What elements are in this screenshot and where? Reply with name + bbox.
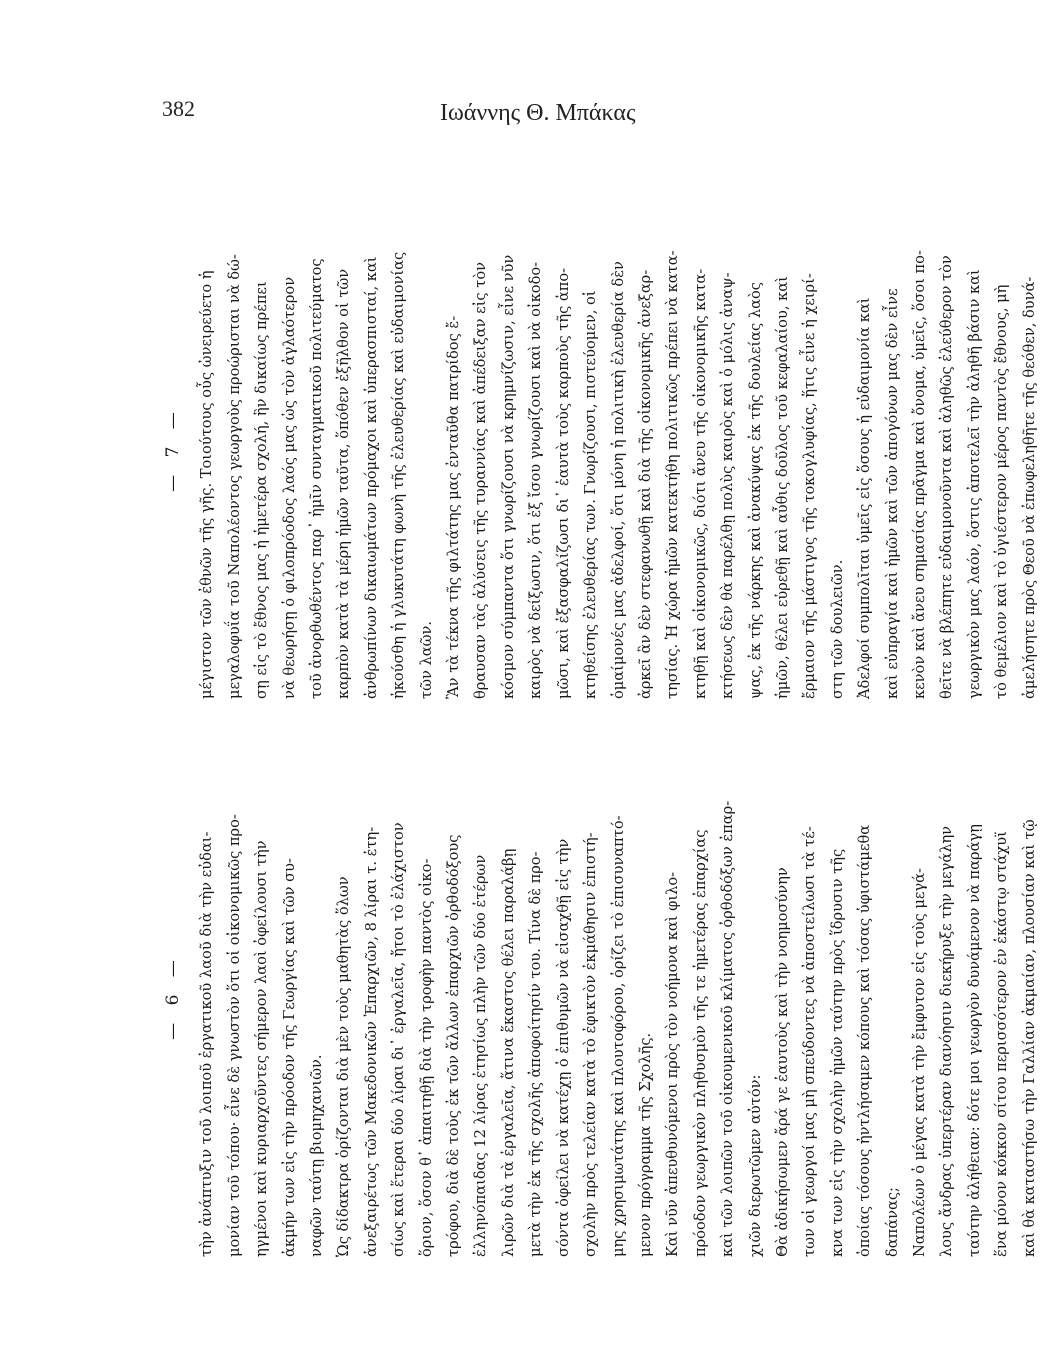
text-line: μονίαν τοῦ τόπου· εἶνε δὲ γνωστὸν ὅτι οἱ οἰκονομικῶς προ- xyxy=(225,814,243,1257)
page-number: 382 xyxy=(162,96,195,121)
text-line: γεωργικὸν μας λαόν, ὅστις ἀποτελεῖ τὴν ἀληθῆ βάσιν καὶ xyxy=(965,269,983,699)
text-line: σῃ εἰς τὸ ἔθνος μας ἡ ἡμετέρα σχολή, ἣν δικαίως πρέπει xyxy=(253,281,271,699)
text-line: μῶσι, καὶ ἐξασφαλίζωσι δι᾽ ἑαυτὰ τοὺς καρποὺς τῆς ἀπο- xyxy=(554,267,572,699)
text-line: τρόφου, διὰ δὲ τοὺς ἐκ τῶν ἄλλων ἐπαρχιῶν ὀρθοδόξους xyxy=(445,834,463,1257)
text-line: ταύτην ἀλήθειαν: δότε μοι γεωργὸν δυνάμενον νὰ παράγῃ xyxy=(965,824,983,1257)
text-line: σόντα ὀφείλει νὰ κατέχῃ ὁ ἐπιθυμῶν νὰ εἰσαχθῇ εἰς τὴν xyxy=(554,838,572,1257)
running-head: Ιωάννης Θ. Μπάκας xyxy=(440,100,636,126)
text-line: κτηθῇ καὶ οἰκονομικῶς, διότι ἄνευ τῆς οἰκονομικῆς κατα- xyxy=(691,268,709,699)
text-line: δαπάνας; xyxy=(883,1187,901,1257)
text-line: τησίας. Ἡ χώρα ἡμῶν κατεκτήθη πολιτικῶς πρέπει νὰ κατα- xyxy=(664,250,682,699)
text-line: τὴν ἀνάπτυξιν τοῦ λοιποῦ ἐργατικοῦ λαοῦ διὰ τὴν εὐδαι- xyxy=(198,831,216,1257)
text-line: μετὰ τὴν ἐκ τῆς σχολῆς ἀποφοίτησίν του. Τίνα δὲ προ- xyxy=(527,851,545,1257)
text-line: χιῶν διερωτῶμεν αὐτόν: xyxy=(746,1074,764,1257)
text-line: ψας, ἐκ τῆς νάρκης καὶ ἀνακύψας ἐκ τῆς δουλείας λαὸς xyxy=(746,282,764,699)
text-line: Ναπολέων ὁ μέγας κατὰ τὴν ἔμφυτον εἰς τοὺς μεγά- xyxy=(910,868,928,1257)
text-line: τὸ θεμέλιον καὶ τὸ ὑγιέστερον μέρος παντὸς ἔθνους, μὴ xyxy=(993,284,1011,699)
text-line: λους ἄνδρας ὑπερτέραν διανόησιν διεκήρυξε τὴν μεγάλην xyxy=(938,825,956,1257)
text-line: ἀνθρωπίνων δικαιωμάτων πρόμαχοι καὶ ὑπερασπισταί, καὶ xyxy=(362,256,380,699)
text-line: κόσμον σύμπαντα ὅτι γνωρίζουσι νὰ κρημνίζωσιν, εἶνε νῦν xyxy=(499,254,517,699)
text-line: ἕνα μόνον κόκκον σίτου περισσότερον ἐν ἑκάστῳ στάχυϊ xyxy=(993,831,1011,1257)
text-line: νὰ θεωρήσῃ ὁ φιλοπρόοδος λαός μας ὡς τὸν ἀγλαότερον xyxy=(280,276,298,699)
text-line: καὶ θὰ καταστήσω τὴν Γαλλίαν ἀκμαίαν, πλουσίαν καὶ τῷ xyxy=(1020,819,1038,1257)
text-line: καὶ εὐπραγία καὶ ἡμῶν καὶ τῶν ἀπογόνων μας δὲν εἶνε xyxy=(883,288,901,699)
text-line: ὁμαίμονές μας ἀδελφοί, ὅτι μόνη ἡ πολιτικὴ ἐλευθερία δὲν xyxy=(609,261,627,699)
text-line: κνα των εἰς τὴν σχολὴν ἡμῶν ταύτην πρὸς ἵδρυσιν τῆς xyxy=(828,848,846,1257)
text-line: καρπὸν κατὰ τὰ μέρη ἡμῶν ταῦτα, ὅπόθεν ἐξῆλθον οἱ τῶν xyxy=(335,268,353,699)
text-line: ναφῶν ταύτῃ βιομηχανιῶν. xyxy=(308,1054,326,1257)
text-line: ἡμῶν, θέλει εὑρεθῇ καὶ αὖθις δοῦλος τοῦ κεφαλαίου, καὶ xyxy=(773,276,791,699)
text-line: θεῖτε νὰ βλέπητε εὐδαιμονοῦντα καὶ ἀληθῶς ἐλεύθερον τὸν xyxy=(938,255,956,699)
text-line: ἔρμαιον τῆς μάστιγος τῆς τοκογλυφίας, ἥτις εἶνε ἡ χειρί- xyxy=(801,273,819,699)
text-line: ἀκμήν των εἰς τὴν πρόοδον τῆς Γεωργίας καὶ τῶν συ- xyxy=(280,858,298,1257)
left-column xyxy=(160,737,1043,1257)
rotated-scan xyxy=(160,185,1038,1285)
text-line: ἀνεξαιρέτως τῶν Μακεδονικῶν Ἐπαρχιῶν, 8 λίραι τ. ἐτη- xyxy=(362,826,380,1257)
text-line: κτηθείσης ἐλευθερίας των. Γνωρίζουσι, πιστεύομεν, οἱ xyxy=(582,290,600,699)
text-line: σχολὴν πρὸς τελείαν κατὰ τὸ ἐφικτὸν ἐκμάθησιν ἐπιστή- xyxy=(582,832,600,1257)
text-line: μεγαλοφυΐα τοῦ Ναπολέοντος γεωργοὺς προώρισται νὰ δώ- xyxy=(225,254,243,699)
text-line: σίως καὶ ἕτεραι δύο λίραι δι᾽ ἐργαλεῖα, ἤτοι τὸ ἐλάχιστον xyxy=(390,822,408,1257)
text-line: κενὸν καὶ ἄνευ σημασίας πρᾶγμα καὶ ὄνομα, ὑμεῖς, ὅσοι πο- xyxy=(910,250,928,699)
text-line: πρόοδον γεωργικὸν πληθυσμὸν τῆς τε ἡμετέρας ἐπαρχίας xyxy=(691,829,709,1257)
text-line: καιρὸς νὰ δείξωσιν, ὅτι ἐξ ἴσου γνωρίζουσι καὶ νὰ οἰκοδο- xyxy=(527,261,545,699)
left-column-lines xyxy=(193,737,1043,1257)
text-line: των οἱ γεωργοί μας μὴ σπεύδοντες νὰ ἀποστείλωσι τὰ τέ- xyxy=(801,826,819,1257)
text-line: θραυσαν τὰς ἁλύσεις τῆς τυραννίας καὶ ἀπέδειξαν εἰς τὸν xyxy=(472,262,490,699)
text-line: ἀμελήσητε πρὸς Θεοῦ νὰ ἐπωφεληθῆτε τῆς θεόθεν, δυνά- xyxy=(1020,276,1038,699)
text-line: ὁποίας τόσους ἠντλήσαμεν κόπους καὶ τόσας ὑφιστάμεθα xyxy=(856,824,874,1257)
text-line: μης χρησιμωτάτης καὶ πλουτοφόρου, ὁρίζει τὸ ἐπισυναπτό- xyxy=(609,815,627,1257)
text-line: Ἀδελφοί συμπολῖται ὑμεῖς εἰς ὅσους ἡ εὐδαιμονία καὶ xyxy=(856,297,874,699)
text-line: ὅριον, ὅσον θ᾽ ἀπαιτηθῇ διὰ τὴν τροφὴν παντὸς οἰκο- xyxy=(417,858,435,1257)
text-line: Θὰ ἀδικήσωμεν ἄρά γε ἑαυτοὺς καὶ τὴν νοημοσύνην xyxy=(773,867,791,1257)
text-line: κτήσεως δὲν θὰ παρέλθῃ πολὺς καιρὸς καὶ ὁ μόλις ἀναψ- xyxy=(719,272,737,699)
text-line: τοῦ ἀνορθωθέντος παρ᾽ ἡμῖν συνταγματικοῦ πολιτεύματος xyxy=(308,258,326,699)
text-line: τῶν λαῶν. xyxy=(417,621,435,699)
right-column xyxy=(160,199,1043,699)
text-line: Ἂν τὰ τέκνα τῆς φιλτάτης μας ἐνταῦθα πατρίδος ἔ- xyxy=(445,315,463,699)
text-line: μενον πρόγραμμα τῆς Σχολῆς. xyxy=(636,1032,654,1257)
text-line: στη τῶν δουλειῶν. xyxy=(828,559,846,699)
text-line: καὶ τῶν λοιπῶν τοῦ οἰκουμενικοῦ κλίματος ὀρθοδόξων ἐπαρ- xyxy=(719,800,737,1257)
text-line: ἑλληνόπαιδας 12 λίρας ἐτησίως πλὴν τῶν δύο ἑτέρων xyxy=(472,854,490,1257)
left-folio: — 6 — xyxy=(163,954,183,1040)
text-line: λιρῶν διὰ τὰ ἐργαλεῖα, ἅτινα ἕκαστος θέλει παραλάβῃ xyxy=(499,848,517,1257)
text-line: μέγιστον τῶν ἐθνῶν τῆς γῆς. Τοιούτους οὖς ὠνειρεύετο ἡ xyxy=(198,270,216,699)
right-folio: — 7 — xyxy=(163,406,183,492)
text-line: ἠκούσθη ἡ γλυκυτάτη φωνὴ τῆς ἐλευθερίας καὶ εὐδαιμονίας xyxy=(390,251,408,699)
text-line: ἀρκεῖ ἂν δὲν στεφανωθῇ καὶ διὰ τῆς οἰκονομικῆς ἀνεξαρ- xyxy=(636,269,654,699)
right-column-lines xyxy=(193,199,1043,699)
text-line: Καὶ νῦν ἀπευθυνόμενοι πρὸς τὸν νοήμονα καὶ φιλο- xyxy=(664,871,682,1257)
text-line: Ὡς δίδακτρα ὁρίζονται διὰ μὲν τοὺς μαθητὰς ὅλων xyxy=(335,876,353,1257)
text-line: ηγμένοι καὶ κυριαρχοῦντες σήμερον λαοὶ ὀφείλουσι τὴν xyxy=(253,840,271,1257)
